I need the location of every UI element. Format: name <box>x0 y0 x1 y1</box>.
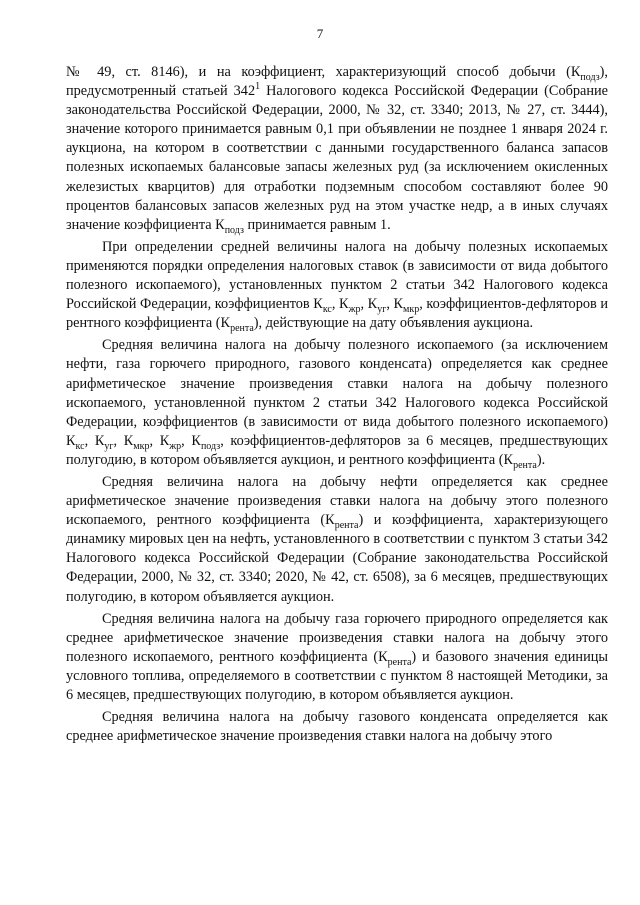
subscript-text: жр <box>348 303 361 315</box>
document-body <box>66 63 608 749</box>
paragraph-text: Налогового кодекса Российской Федерации (Собрание законодательства Российской Федерации, 2000, № 32, ст. 3340; 2013, № 27, ст. 3444), значение которого принимается равным 0,1 при объявлении не позднее 1 января 2024 г. аукциона, на котором в соответствии с данными государственного баланса запасов полезных ископаемых балансовые запасы железных руд (за исключением окисленных железистых кварцитов) для отработки подземным способом составляют более 90 процентов балансовых запасов железных руд на этом участке недр, а в иных случаях значение коэффициента К <box>66 83 609 233</box>
subscript-text: подз <box>580 71 600 83</box>
paragraph-text: Средняя величина налога на добычу газа горючего природного определяется как среднее арифметическое значение произведения ставки налога на добычу этого полезного ископаемого, рентного коэффициента (К <box>66 610 608 665</box>
subscript-text: рента <box>513 459 537 471</box>
paragraph <box>66 336 608 470</box>
paragraph-text: ), действующие на дату объявления аукциона. <box>253 315 534 332</box>
subscript-text: уг <box>104 440 114 452</box>
paragraph-text: ) и базового значения единицы условного топлива, определяемого в соответствии с пунктом 8 настоящей Методики, за 6 месяцев, предшествующих полугодию, в котором объявляется аукцион. <box>66 648 608 703</box>
subscript-text: рента <box>387 656 412 668</box>
paragraph-text: ), предусмотренный статьей 342 <box>66 64 608 100</box>
paragraph-text: , К <box>84 432 105 449</box>
paragraph-text: , К <box>181 432 201 449</box>
subscript-text: подз <box>224 224 244 236</box>
paragraph-text: , К <box>149 432 170 449</box>
paragraph-text: Средняя величина налога на добычу нефти определяется как среднее арифметическое значение произведения ставки налога на добычу этого полезного ископаемого, рентного коэффициента (К <box>66 473 608 529</box>
paragraph-text: Средняя величина налога на добычу газового конденсата определяется как среднее арифметическое значение произведения ставки налога на добычу этого <box>66 709 608 745</box>
paragraph-text: , К <box>331 296 349 313</box>
paragraph-text: ) и коэффициента, характеризующего динамику мировых цен на нефть, установленного в соответствии с пунктом 3 статьи 342 Налогового кодекса Российской Федерации (Собрание законодательства Российской Федерации, 2000, № 32, ст. 3340; 2020, № 42, ст. 6508), за 6 месяцев, предшествующих полугодию, в котором объявляется аукцион. <box>66 512 609 605</box>
paragraph <box>66 708 608 746</box>
subscript-text: кс <box>322 303 332 315</box>
paragraph <box>66 610 608 705</box>
paragraph <box>66 238 608 333</box>
subscript-text: мкр <box>133 440 150 452</box>
paragraph-text: При определении средней величины налога на добычу полезных ископаемых применяются порядки определения налоговых ставок (в зависимости от вида добытого полезного ископаемого), установленных пунктом 2 статьи 342 Налогового кодекса Российской Федерации, коэффициентов К <box>66 238 608 313</box>
paragraph-text: , К <box>386 296 404 313</box>
paragraph-text: , К <box>360 296 378 313</box>
paragraph-text: ). <box>536 451 546 468</box>
subscript-text: кс <box>75 440 85 452</box>
subscript-text: жр <box>169 440 182 452</box>
page-number: 7 <box>316 26 324 41</box>
paragraph-text: , коэффициентов-дефляторов и рентного коэффициента (К <box>66 296 608 332</box>
paragraph-text: принимается равным 1. <box>243 216 391 233</box>
paragraph <box>66 473 608 607</box>
paragraph-text: Средняя величина налога на добычу полезного ископаемого (за исключением нефти, газа горючего природного, газового конденсата) определяется как среднее арифметическое значение произведения ставки налога на добычу полезного ископаемого, установленной пунктом 2 статьи 342 Налогового кодекса Российской Федерации, коэффициентов (в зависимости от вида добытого полезного ископаемого) К <box>66 337 608 449</box>
superscript-text: 1 <box>255 81 261 93</box>
paragraph-text: , коэффициентов-дефляторов за 6 месяцев, предшествующих полугодию, в котором объявляется аукцион, и рентного коэффициента (К <box>66 432 609 468</box>
subscript-text: рента <box>334 520 359 532</box>
subscript-text: подз <box>200 440 221 452</box>
subscript-text: уг <box>377 303 387 315</box>
paragraph-text: № 49, ст. 8146), и на коэффициент, характеризующий способ добычи (К <box>66 64 581 80</box>
subscript-text: рента <box>230 323 254 335</box>
paragraph <box>66 63 608 235</box>
paragraph-text: , К <box>113 432 134 449</box>
subscript-text: мкр <box>403 303 420 315</box>
